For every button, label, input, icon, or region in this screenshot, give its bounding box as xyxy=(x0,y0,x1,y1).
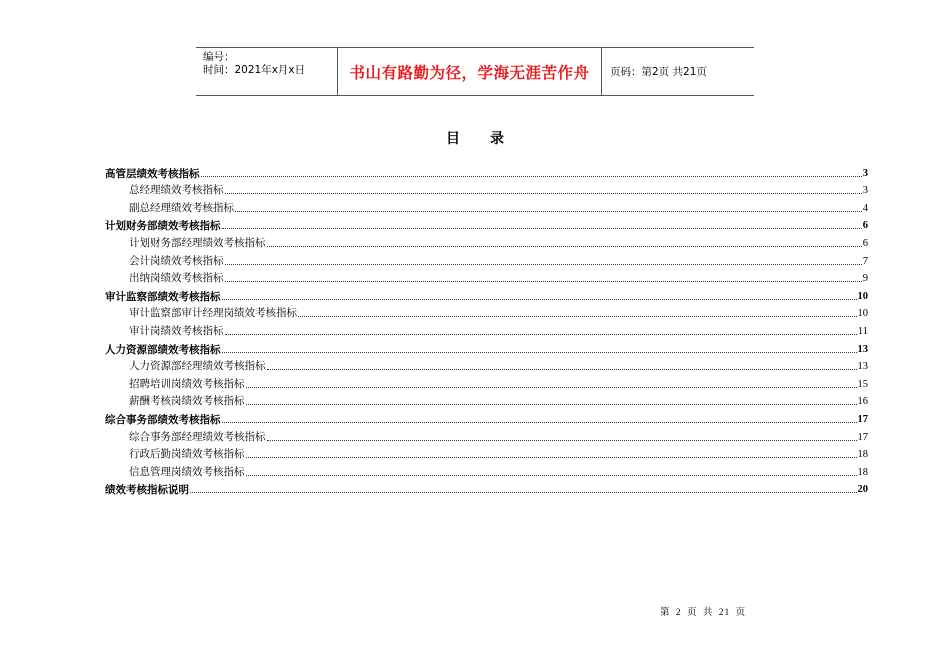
toc-entry-label: 总经理绩效考核指标 xyxy=(129,185,224,197)
toc-entry-page: 6 xyxy=(862,220,868,232)
toc-leader-dots xyxy=(225,333,857,335)
toc-subsection-entry[interactable] xyxy=(105,197,868,215)
time-label: 时间：2021年x月x日 xyxy=(203,64,306,76)
toc-leader-dots xyxy=(235,210,862,212)
toc-entry-label: 审计监察部绩效考核指标 xyxy=(105,290,221,303)
toc-subsection-entry[interactable] xyxy=(105,391,868,409)
toc-section-entry[interactable] xyxy=(105,215,868,233)
toc-entry-label: 计划财务部绩效考核指标 xyxy=(105,220,221,233)
table-of-contents xyxy=(105,162,868,496)
toc-entry-label: 综合事务部经理绩效考核指标 xyxy=(129,431,266,443)
toc-subsection-entry[interactable] xyxy=(105,268,868,286)
toc-subsection-entry[interactable] xyxy=(105,356,868,374)
toc-section-entry[interactable] xyxy=(105,162,868,180)
toc-entry-page: 16 xyxy=(857,396,868,408)
toc-entry-label: 会计岗绩效考核指标 xyxy=(129,255,224,267)
header-meta xyxy=(196,48,338,95)
toc-entry-page: 10 xyxy=(857,290,868,302)
toc-entry-page: 10 xyxy=(857,308,868,320)
toc-entry-page: 6 xyxy=(862,237,868,249)
toc-section-entry[interactable] xyxy=(105,285,868,303)
toc-entry-label: 信息管理岗绩效考核指标 xyxy=(129,466,245,478)
toc-entry-page: 17 xyxy=(857,431,868,443)
toc-entry-label: 出纳岗绩效考核指标 xyxy=(129,273,224,285)
toc-entry-label: 副总经理绩效考核指标 xyxy=(129,202,234,214)
toc-subsection-entry[interactable] xyxy=(105,250,868,268)
serial-label: 编号： xyxy=(203,51,235,63)
toc-entry-label: 招聘培训岗绩效考核指标 xyxy=(129,378,245,390)
toc-entry-label: 人力资源部经理绩效考核指标 xyxy=(129,361,266,373)
toc-entry-page: 11 xyxy=(857,325,868,337)
toc-subsection-entry[interactable] xyxy=(105,232,868,250)
header-motto: 书山有路勤为径，学海无涯苦作舟 xyxy=(338,48,602,95)
toc-entry-label: 绩效考核指标说明 xyxy=(105,484,189,497)
toc-entry-page: 13 xyxy=(857,361,868,373)
toc-entry-page: 15 xyxy=(857,378,868,390)
toc-entry-page: 3 xyxy=(862,167,868,179)
toc-entry-page: 18 xyxy=(857,449,868,461)
toc-subsection-entry[interactable] xyxy=(105,444,868,462)
toc-section-entry[interactable] xyxy=(105,408,868,426)
toc-leader-dots xyxy=(298,315,857,317)
toc-leader-dots xyxy=(246,403,857,405)
toc-section-entry[interactable] xyxy=(105,479,868,497)
toc-entry-label: 行政后勤岗绩效考核指标 xyxy=(129,449,245,461)
toc-leader-dots xyxy=(246,386,857,388)
toc-section-entry[interactable] xyxy=(105,338,868,356)
toc-leader-dots xyxy=(225,280,862,282)
toc-entry-label: 计划财务部经理绩效考核指标 xyxy=(129,237,266,249)
toc-leader-dots xyxy=(201,175,862,177)
toc-leader-dots xyxy=(222,421,857,423)
toc-entry-label: 审计监察部审计经理岗绩效考核指标 xyxy=(129,308,297,320)
toc-entry-label: 审计岗绩效考核指标 xyxy=(129,325,224,337)
toc-leader-dots xyxy=(225,263,862,265)
toc-entry-page: 17 xyxy=(857,413,868,425)
toc-entry-page: 4 xyxy=(862,202,868,214)
toc-entry-page: 7 xyxy=(862,255,868,267)
toc-entry-label: 薪酬考核岗绩效考核指标 xyxy=(129,396,245,408)
toc-leader-dots xyxy=(190,491,857,493)
toc-subsection-entry[interactable] xyxy=(105,180,868,198)
toc-entry-page: 9 xyxy=(862,273,868,285)
toc-leader-dots xyxy=(267,245,862,247)
toc-subsection-entry[interactable] xyxy=(105,373,868,391)
toc-subsection-entry[interactable] xyxy=(105,320,868,338)
toc-leader-dots xyxy=(246,456,857,458)
toc-entry-page: 3 xyxy=(862,185,868,197)
toc-entry-page: 20 xyxy=(857,484,868,496)
toc-subsection-entry[interactable] xyxy=(105,303,868,321)
toc-entry-label: 综合事务部绩效考核指标 xyxy=(105,413,221,426)
toc-leader-dots xyxy=(246,474,857,476)
toc-leader-dots xyxy=(222,227,862,229)
toc-leader-dots xyxy=(222,351,857,353)
page-header xyxy=(196,47,754,96)
toc-entry-page: 13 xyxy=(857,343,868,355)
toc-leader-dots xyxy=(222,298,857,300)
toc-entry-label: 高管层绩效考核指标 xyxy=(105,167,200,180)
toc-entry-label: 人力资源部绩效考核指标 xyxy=(105,343,221,356)
toc-subsection-entry[interactable] xyxy=(105,461,868,479)
page-footer: 第 2 页 共 21 页 xyxy=(660,608,747,618)
toc-entry-page: 18 xyxy=(857,466,868,478)
toc-leader-dots xyxy=(267,439,857,441)
toc-leader-dots xyxy=(267,368,857,370)
toc-leader-dots xyxy=(225,192,862,194)
header-page-label: 页码：第2页 共21页 xyxy=(610,66,707,78)
toc-title: 目录 xyxy=(446,131,534,147)
toc-subsection-entry[interactable] xyxy=(105,426,868,444)
